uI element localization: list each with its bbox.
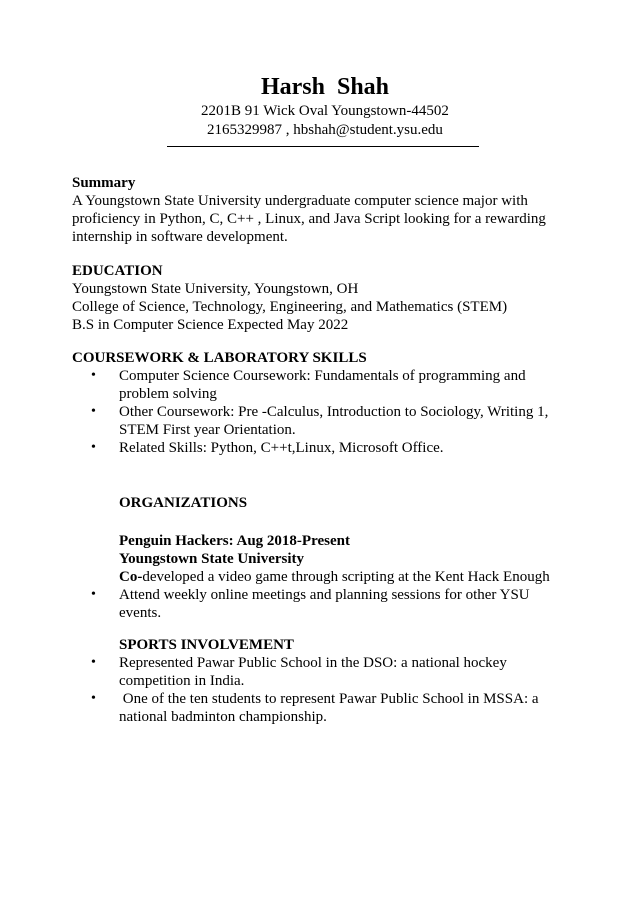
bullet-icon: •: [91, 691, 96, 706]
organizations-heading: ORGANIZATIONS: [119, 495, 248, 511]
list-item: • Computer Science Coursework: Fundamentals of programming and problem solving: [91, 368, 526, 402]
coursework-section: [72, 349, 572, 457]
bullet-icon: •: [91, 655, 96, 670]
education-section: [72, 262, 572, 334]
resume-header: [0, 72, 638, 147]
org-title: Penguin Hackers: Aug 2018-Present: [119, 533, 350, 549]
bullet-icon: •: [91, 440, 96, 455]
list-item: • Represented Pawar Public School in the DSO: a national hockey competition in India.: [91, 655, 507, 689]
bullet-icon: •: [91, 587, 96, 602]
list-item: • One of the ten students to represent Pawar Public School in MSSA: a national badminton championship.: [91, 691, 539, 725]
address-line: 2201B 91 Wick Oval Youngstown-44502: [201, 103, 449, 119]
list-item: • Related Skills: Python, C++t,Linux, Microsoft Office.: [91, 440, 444, 456]
list-item: • Attend weekly online meetings and planning sessions for other YSU events.: [91, 587, 530, 621]
summary-line: internship in software development.: [72, 229, 288, 245]
summary-heading: Summary: [72, 175, 136, 191]
summary-line: proficiency in Python, C, C++ , Linux, and Java Script looking for a rewarding: [72, 211, 546, 227]
contact-line: 2165329987 , hbshah@student.ysu.edu: [207, 122, 443, 138]
education-line: College of Science, Technology, Engineering, and Mathematics (STEM): [72, 299, 508, 315]
bullet-icon: •: [91, 368, 96, 383]
coursework-heading: COURSEWORK & LABORATORY SKILLS: [72, 350, 367, 366]
coursework-list: [72, 367, 572, 457]
summary-line: A Youngstown State University undergraduate computer science major with: [72, 193, 528, 209]
summary-section: [72, 174, 572, 246]
header-divider: [167, 146, 479, 147]
sports-heading: SPORTS INVOLVEMENT: [119, 637, 294, 653]
candidate-name: Harsh Shah: [260, 74, 390, 100]
education-heading: EDUCATION: [72, 263, 163, 279]
education-line: Youngstown State University, Youngstown, OH: [72, 281, 359, 297]
bullet-icon: •: [91, 404, 96, 419]
organizations-section: [91, 494, 599, 622]
sports-list: [91, 654, 599, 726]
org-name: Youngstown State University: [119, 551, 305, 567]
org-description: Co-developed a video game through scripting at the Kent Hack Enough: [119, 569, 550, 585]
organizations-list: [91, 586, 599, 622]
list-item: • Other Coursework: Pre -Calculus, Introduction to Sociology, Writing 1, STEM First year Orientation.: [91, 404, 549, 438]
sports-section: [91, 636, 599, 726]
education-line: B.S in Computer Science Expected May 2022: [72, 317, 349, 333]
